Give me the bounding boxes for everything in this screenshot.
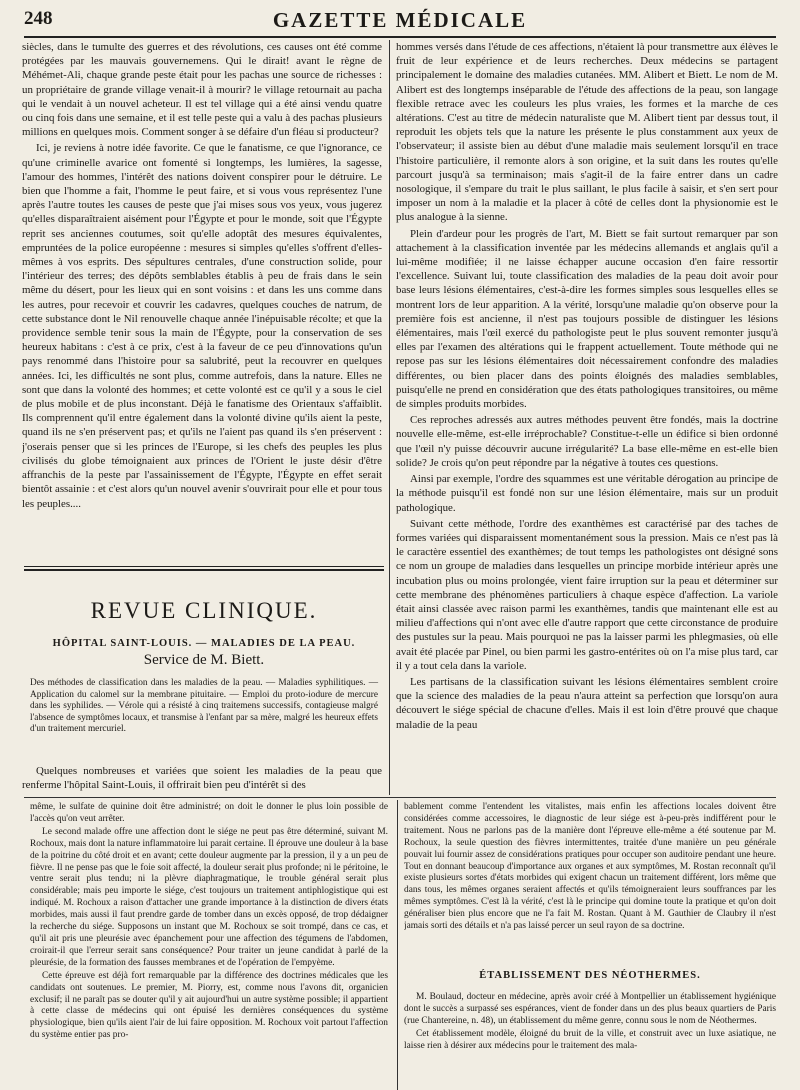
page-header xyxy=(24,8,776,34)
page-number: 248 xyxy=(24,8,53,29)
section-heading: ÉTABLISSEMENT DES NÉOTHERMES. xyxy=(479,970,701,981)
paragraph: Ces reproches adressés aux autres méthodes peuvent être fondés, mais la doctrine nouvelle elle-même, est-elle irréprochable? Constitue-t-elle un édifice si bien ordonné que l'œil n'y puisse découvrir aucune irrégularité? La base elle-même en est-elle bien solide? Je crois qu'on peut répondre par la négative à toutes ces questions. xyxy=(396,414,778,469)
paragraph: Le second malade offre une affection dont le siége ne peut pas être déterminé, suivant M. Rochoux, mais dont la nature inflammatoire lui parait certaine. Il éprouve une douleur à la base de la poitrine du côté droit et en avant; cette douleur augmente par la pression, il y a un peu de fièvre. Il ne pense pas que le foie soit affecté, la douleur serait plus profonde; ni le péritoine, le ventre serait plus tendu; ni la plèvre diaphragmatique, le trouble général serait plus considérable; mais peu importe le siége, c'est toujours un traitement antiphlogistique qui est indiqué. M. Rochoux a raison d'attacher une grande importance à la distinction de divers états morbides, mais aussi il faut prendre garde de tomber dans un excès opposé, de trop dédaigner la recherche du siége. Supposons un instant que M. Rochoux se soit trompé, dans ce cas, et qu'il ait pris une pleurésie avec épanchement pour une affection des tégumens de l'abdomen, croirait-il que l'erreur serait sans conséquence? Pour traiter un jeune candidat à parlé de la pleurésie, de la formation des fausses membranes et de l'opération de l'empyème. xyxy=(30,826,388,968)
column-divider xyxy=(389,40,390,795)
section-title: REVUE CLINIQUE. xyxy=(90,598,318,623)
paragraph: Les partisans de la classification suivant les lésions élémentaires semblent croire que la science des maladies de la peau n'aura atteint sa perfection que lorsqu'on aura découvert le siége spécial de chacune d'elles. Mais il est loin d'être prouvé que chaque maladie de la peau xyxy=(396,675,778,731)
paragraph: hommes versés dans l'étude de ces affections, n'étaient là pour transmettre aux élèves le fruit de leur expérience et de leurs recherches. Deux médecins se partagent principalement le domaine des maladies cutanées. MM. Alibert et Biett. Le nom de M. Alibert est des longtemps inséparable de l'étude des affections de la peau, son langage flexible retrace avec les couleurs les plus vraies, les formes et la marche de ces altérations. C'est au titre de médecin naturaliste que M. Alibert tient par dessus tout, il reproduit les objets tels que la nature les présente le plus constamment aux yeux de l'observateur; il assiste bien au début d'une maladie mais seulement lorsqu'il en trace l'histoire particulière, il remonte alors à son origine, et la suit dans les routes qu'elle parcourt jusqu'à sa terminaison; mais s'agit-il de la faire entrer dans un cadre nosologique, il s'empare du trait le plus saillant, le plus facile à saisir, et s'en sert pour imposer un nom à la maladie et la placer à côté de celles dont la physionomie est le plus analogue à la sienne. xyxy=(396,41,778,224)
section-rule xyxy=(24,566,384,567)
paragraph: bablement comme l'entendent les vitalistes, mais enfin les affections locales doivent être considérées comme accessoires, le diagnostic de leur siége est à-peu-près indifférent pour le traitement. Nous ne parlons pas de la manière dont l'épreuve elle-même a été soutenue par M. Rochoux, la seule question des fièvres intermittentes, traitée d'une manière un peu générale pouvait lui fournir assez de considérations pratiques pour occuper son auditoire pendant une heure. Tout en donnant beaucoup d'importance aux organes et aux symptômes, M. Rostan reconnaît qu'il existe plusieurs sortes d'états morbides qui exigent chacun un traitement différent, lors même que dans tous, les mêmes organes seraient affectés et qu'ils témoigneraient leurs souffrances par les mêmes symptômes. C'est là la vérité, c'est là le principe qui domine toute la pratique et qu'on doit généraliser bien plus encore que ne l'a fait M. Rostan. Quant à M. Gauthier de Claubry il n'est jamais sorti des détails et n'a pas laissé percer un seul rayon de sa doctrine. xyxy=(404,802,776,932)
paragraph: M. Boulaud, docteur en médecine, après avoir créé à Montpellier un établissement hygiénique dont le succès a surpassé ses espérances, vient de fonder dans un des plus beaux quartiers de Paris (rue Chantereine, n. 48), un établissement du même genre, connu sous le nom de Néothermes. xyxy=(404,992,776,1026)
column-divider xyxy=(397,800,398,1090)
paragraph: Plein d'ardeur pour les progrès de l'art, M. Biett se fait surtout remarquer par son attachement à la classification inventée par les médecins allemands et anglais qu'il a lui-même modifiée; il ne laisse échapper aucune occasion d'en faire ressortir l'excellence. Suivant lui, toute classification des maladies de la peau doit avoir pour base leurs lésions élémentaires, c'est-à-dire les formes simples sous lesquelles elles se montrent lors de leur apparition. A la vérité, lorsqu'une maladie qu'on observe pour la première fois est ancienne, il n'est pas toujours possible de distinguer les lésions élémentaires, mais l'œil exercé du pathologiste peut le plus souvent remonter jusqu'à elles par l'examen des altérations qui le frappent actuellement. Toute méthode qui ne repose pas sur les lésions élémentaires doit nécessairement confondre des maladies différentes, ou bien placer dans des points éloignés des maladies semblables, puisqu'elle ne prend en considération que des états pathologiques transitoires, ou même de simples produits morbides. xyxy=(396,227,778,411)
section-subtitle: HÔPITAL SAINT-LOUIS. — MALADIES DE LA PEAU. xyxy=(52,638,356,649)
column-bottom-left xyxy=(30,802,388,1090)
service-heading: Service de M. Biett. xyxy=(143,652,265,668)
paragraph: Suivant cette méthode, l'ordre des exanthèmes est caractérisé par des taches de formes variées qui disparaissent momentanément sous la pression. Mais ce n'est pas là le caractère essentiel des exanthèmes; de tout temps les pathologistes ont désigné sons ce nom un groupe de maladies dans lesquelles un principe morbide intérieur après une incubation plus ou moins prolongée, vient faire irruption sur la peau et déterminer sur cette membrane des phénomènes particuliers à chaque espèce d'affection. La variole était ainsi classée avec raison parmi les exanthèmes, tandis que maintenant elle est au milieu d'affections qui n'ont avec elle d'autre rapport que cette circonstance de produire des pustules sur la peau. Mais pourquoi ne pas la laisser parmi les phlegmasies, où elle avait été placée par Pinel, ou bien parmi les gastro-entérites où on l'a mise plus tard, car il y a tout cela dans la variole. xyxy=(396,517,778,672)
header-rule xyxy=(24,36,776,38)
article-summary: Des méthodes de classification dans les maladies de la peau. — Maladies syphilitiques. — Application du calomel sur la membrane pituitaire. — Emploi du proto-iodure de mercure dans les syphilides. — Vérole qui a résisté à cinq traitemens successifs, contagieuse malgré l'absence de symptômes locaux, et transmise à l'enfant par sa mère, malgré les heureux effets d'un traitement mercuriel. xyxy=(30,678,378,735)
paragraph: Ici, je reviens à notre idée favorite. Ce que le fanatisme, ce que l'ignorance, ce qu'une criminelle avarice ont fomenté si longtemps, les lumières, la sagesse, l'amour des hommes, l'intérêt des nations doivent conspirer pour le détruire. Le bien que l'homme a fait, l'homme le peut faire, et si vous vous représentez l'une après l'autre toutes les causes de peste que j'ai mises sous vos yeux, vous jugerez qu'elles disparaîtraient aisément pour l'Égypte et pour le monde, soit que l'Égypte reprit ses anciennes coutumes, soit qu'elle adoptât des mesures équivalentes, empruntées de la police européenne : mesures si simples qu'elles s'offrent d'elles-mêmes à vos esprits. Des sépultures centrales, d'une construction solide, pour l'intérieur des terres; des dépôts semblables établis à peu de frais dans le sein même du désert, pour les lieux qui en sont voisins : et dans les uns comme dans les autres, pour recevoir et couvrir les cadavres, quelques couches de natrum, de cette substance dont le Nil renouvelle chaque année l'inépuisable récolte; et que la providence semble tenir sous la main de l'Égypte, pour la conservation de ses heureux habitans : c'est à ce prix, c'est à la faveur de ce peu d'innovations qu'un pays renommé dans l'histoire pour sa salubrité, peut la recouvrer en quelques années. Ici, les difficultés ne sont plus, comme autrefois, dans la nature. Elles ne sont que dans la volonté des hommes; et cette volonté est ce qu'il y a sous le ciel de plus mobile et de plus inconstant. Déjà le fanatisme des Orientaux s'affaiblit. Ils comprennent qu'il entre également dans la volonté divine qu'ils aient la peste, quand ils ne s'en préservent pas; et qu'ils ne l'aient pas quand ils s'en préservent : j'oserais penser que si les princes de l'Europe, si les chefs des peuples les plus civilisés du globe témoignaient aux princes de l'Orient le juste désir d'être affranchis de la peste par l'assainissement de l'Égypte, l'Égypte en effet serait bientôt assainie : et c'est alors qu'un nouvel avenir s'ouvrirait pour elle et pour tous les peuples.... xyxy=(22,142,382,510)
fold-rule xyxy=(24,797,776,798)
column-top-left xyxy=(22,40,382,560)
newspaper-title: GAZETTE MÉDICALE xyxy=(272,8,528,32)
paragraph: Cet établissement modèle, éloigné du bruit de la ville, et construit avec un luxe asiatique, ne laisse rien à désirer aux médecins pour le traitement des mala- xyxy=(404,1028,776,1051)
article-intro: Quelques nombreuses et variées que soient les maladies de la peau que renferme l'hôpital Saint-Louis, il offrirait bien peu d'intérêt si des xyxy=(22,765,382,792)
column-top-right xyxy=(396,40,778,795)
section-rule xyxy=(24,569,384,571)
paragraph: siècles, dans le tumulte des guerres et des révolutions, ces causes ont été comme protégées par les mauvais gouvernemens. Qui le dirait! avant le règne de Méhémet-Ali, chaque grande peste était pour les pachas une source de richesses : un propriétaire de grande village venait-il à mourir? le village retournait au pacha qui le vendait à un nouvel acheteur. Il est tel village qui a été ainsi vendu quatre ou cinq fois dans une semaine, et il est telle peste qui a valu à des pachas plusieurs millions en quelques mois. Comment songer à se défaire d'un fléau si producteur? xyxy=(22,41,382,139)
paragraph: Cette épreuve est déjà fort remarquable par la différence des doctrines médicales que les candidats ont soutenues. Le premier, M. Piorry, est, comme nous l'avons dit, organicien exclusif; il ne paraît pas se douter qu'il y ait aujourd'hui un autre système possible; il appartient à cette classe de médecins qui ont épuisé les dernières conséquences du système physiologique, bien qu'ils aient l'air de lui faire opposition. M. Rochoux voit partout l'affection du système entier pas pro- xyxy=(30,970,388,1041)
paragraph: Ainsi par exemple, l'ordre des squammes est une véritable dérogation au principe de la méthode puisqu'il est fondé non sur une lésion élémentaire, mais sur un produit pathologique. xyxy=(396,473,778,514)
column-etablissement xyxy=(404,992,776,1090)
paragraph: même, le sulfate de quinine doit être administré; on doit le donner le plus loin possible de l'accès qu'on veut arrêter. xyxy=(30,802,388,824)
